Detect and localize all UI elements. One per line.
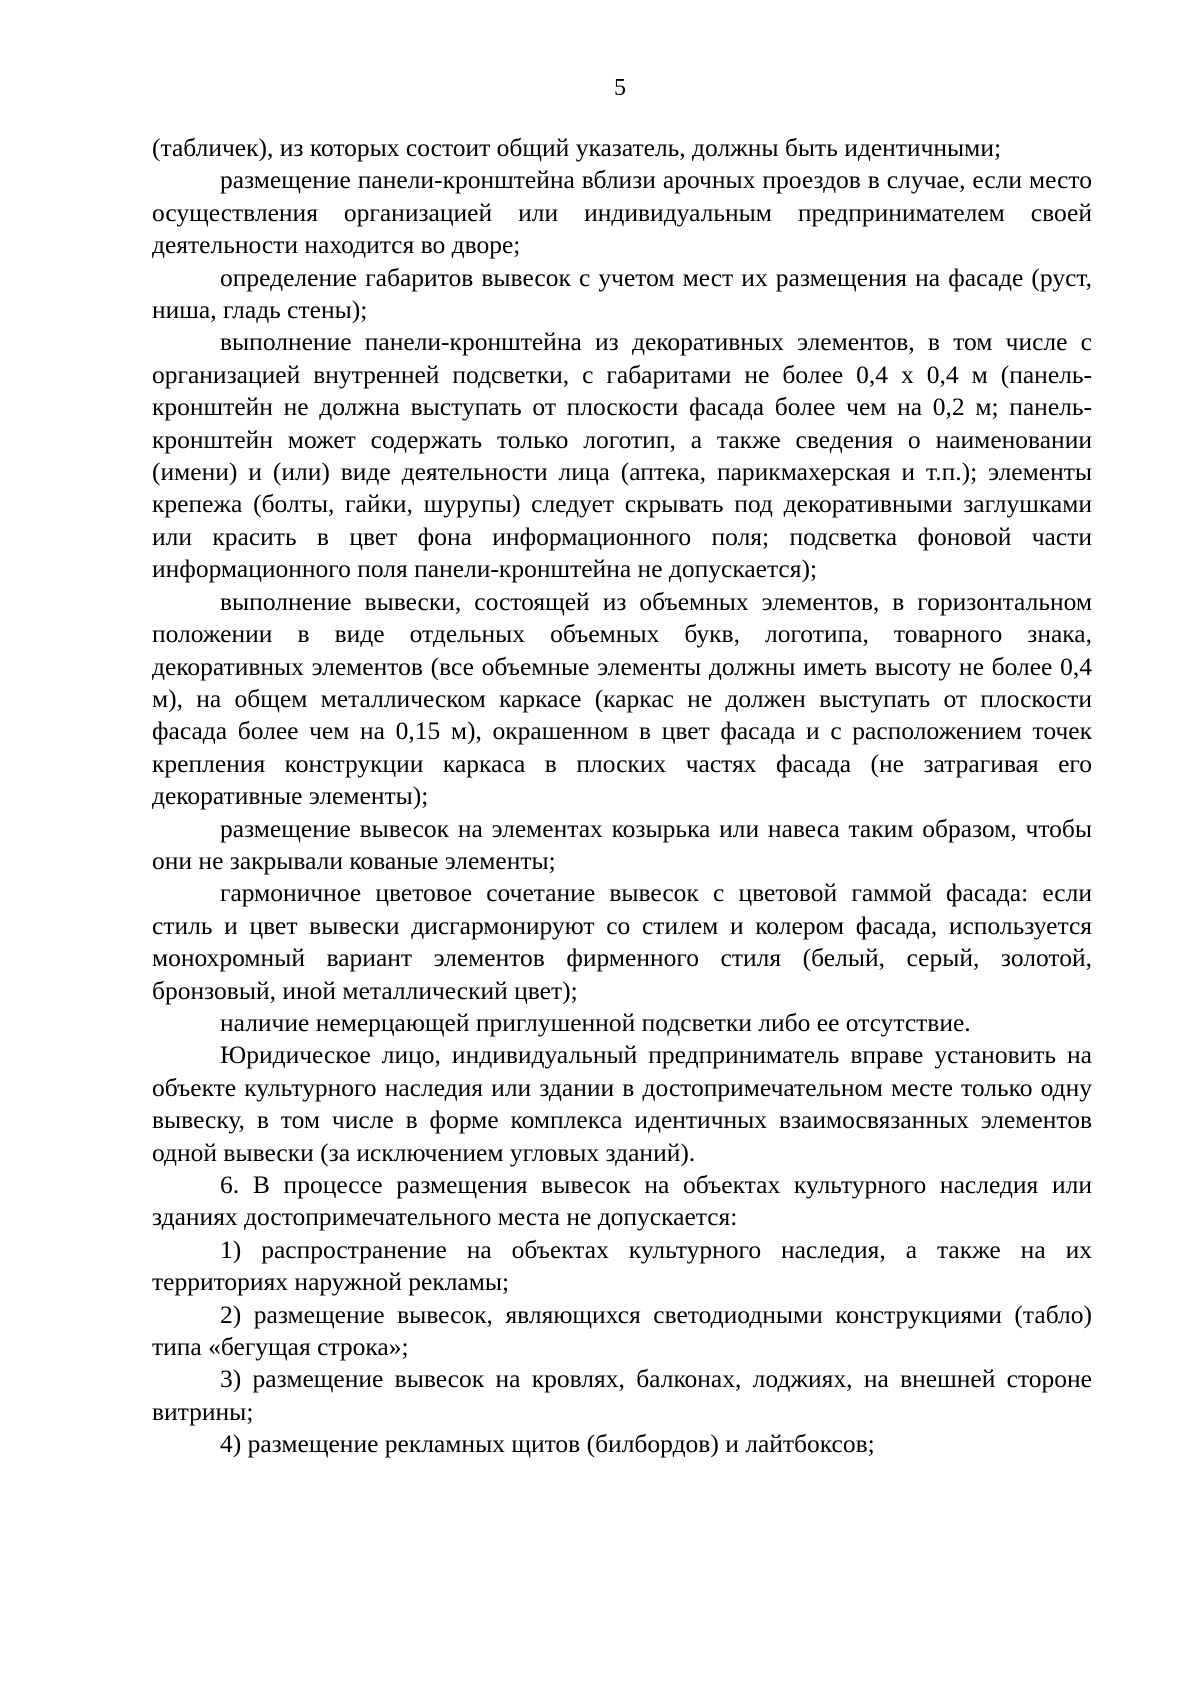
paragraph: размещение вывесок на элементах козырька или навеса таким образом, чтобы они не закрывали кованые элементы; — [152, 813, 1092, 875]
paragraph: 1) распространение на объектах культурного наследия, а также на их территориях наружной рекламы; — [152, 1234, 1092, 1297]
page-number: 5 — [614, 75, 626, 101]
paragraph: 2) размещение вывесок, являющихся светодиодными конструкциями (табло) типа «бегущая строка»; — [152, 1299, 1092, 1362]
paragraph: размещение панели-кронштейна вблизи арочных проездов в случае, если место осуществления организацией или индивидуальным предпринимателем своей деятельности находится во дворе; — [152, 165, 1092, 260]
paragraph: 4) размещение рекламных щитов (билбордов) и лайтбоксов; — [220, 1429, 875, 1459]
paragraph: Юридическое лицо, индивидуальный предприниматель вправе установить на объекте культурного наследия или здании в достопримечательном месте только одну вывеску, в том числе в форме комплекса идентичных взаимосвязанных элементов одной вывески (за исключением угловых зданий). — [152, 1040, 1092, 1167]
paragraph: выполнение панели-кронштейна из декоративных элементов, в том числе с организацией внутренней подсветки, с габаритами не более 0,4 х 0,4 м (панель-кронштейн не должна выступать от плоскости фасада более чем на 0,2 м; панель-кронштейн может содержать только логотип, а также сведения о наименовании (имени) и (или) виде деятельности лица (аптека, парикмахерская и т.п.); элементы крепежа (болты, гайки, шурупы) следует скрывать под декоративными заглушками или красить в цвет фона информационного поля; подсветка фоновой части информационного поля панели-кронштейна не допускается); — [152, 327, 1092, 584]
paragraph: 3) размещение вывесок на кровлях, балконах, лоджиях, на внешней стороне витрины; — [152, 1364, 1092, 1426]
paragraph: гармоничное цветовое сочетание вывесок с цветовой гаммой фасада: если стиль и цвет вывески дисгармонируют со стилем и колером фасада, используется монохромный вариант элементов фирменного стиля (белый, серый, золотой, бронзовый, иной металлический цвет); — [152, 878, 1092, 1005]
paragraph: 6. В процессе размещения вывесок на объектах культурного наследия или зданиях достопримечательного места не допускается: — [152, 1170, 1092, 1232]
paragraph: определение габаритов вывесок с учетом мест их размещения на фасаде (руст, ниша, гладь стены); — [152, 262, 1092, 325]
paragraph: наличие немерцающей приглушенной подсветки либо ее отсутствие. — [220, 1007, 971, 1037]
document-body — [152, 132, 1092, 1461]
paragraph: (табличек), из которых состоит общий указатель, должны быть идентичными; — [152, 133, 1002, 162]
paragraph: выполнение вывески, состоящей из объемных элементов, в горизонтальном положении в виде отдельных объемных букв, логотипа, товарного знака, декоративных элементов (все объемные элементы должны иметь высоту не более 0,4 м), на общем металлическом каркасе (каркас не должен выступать от плоскости фасада более чем на 0,15 м), окрашенном в цвет фасада и с расположением точек крепления конструкции каркаса в плоских частях фасада (не затрагивая его декоративные элементы); — [152, 586, 1092, 811]
